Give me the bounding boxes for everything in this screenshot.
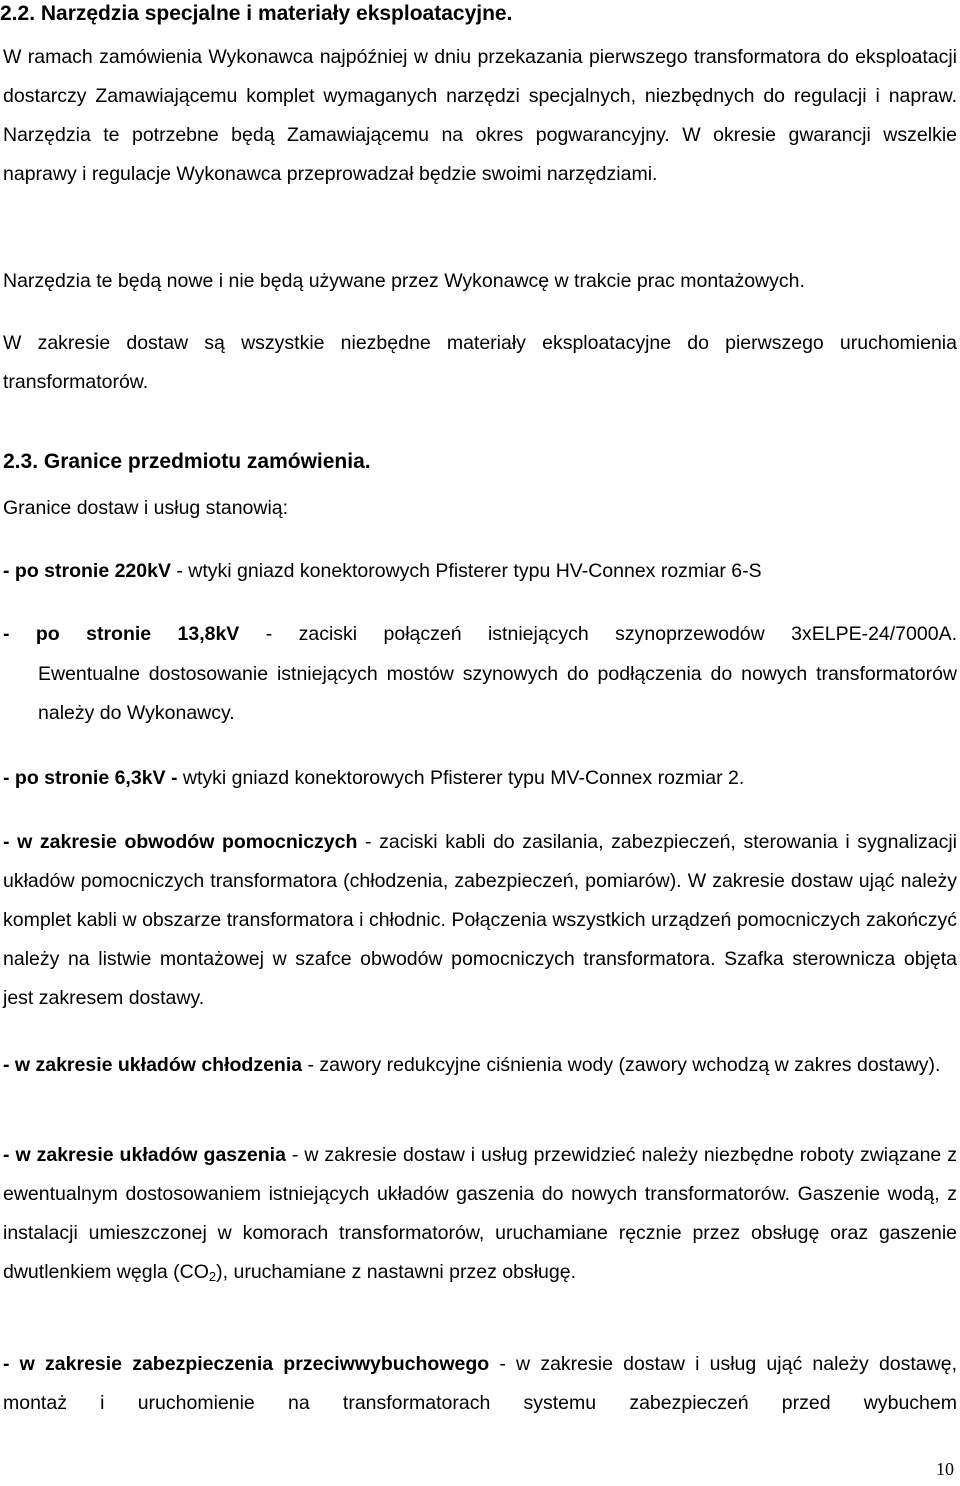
list-item-label: - po stronie 220kV <box>3 560 171 582</box>
list-item-text: - zawory redukcyjne ciśnienia wody (zawory wchodzą w zakres dostawy). <box>302 1054 941 1076</box>
list-item-text: - w zakresie dostaw i usług przewidzieć należy niezbędne roboty związane z ewentualnym dostosowaniem istniejących układów gaszenia do nowych transformatorów. Gaszenie wodą, z instalacji umieszczonej w komorach transformatorów, uruchamiane ręcznie przez obsługę oraz gaszenie dwutlenkiem węgla (CO <box>3 1144 957 1283</box>
page-number: 10 <box>936 1459 954 1479</box>
list-item-label: - w zakresie układów gaszenia <box>3 1144 286 1166</box>
list-item-cooling <box>3 1046 957 1085</box>
list-item-220kv <box>3 552 957 591</box>
list-item-text: - wtyki gniazd konektorowych Pfisterer typu HV-Connex rozmiar 6-S <box>170 560 762 582</box>
list-item-text: - w zakresie dostaw i usług ująć należy dostawę, montaż i uruchomienie na transformatorach systemu zabezpieczeń przed wybuchem <box>3 1353 957 1414</box>
list-item-explosion-protection <box>3 1345 957 1423</box>
paragraph-consumables: W zakresie dostaw są wszystkie niezbędne materiały eksploatacyjne do pierwszego uruchomienia transformatorów. <box>3 332 957 393</box>
subscript: 2 <box>208 1269 217 1284</box>
list-item-label: - po stronie 6,3kV - <box>3 767 178 789</box>
list-item-text-end: ), uruchamiane z nastawni przez obsługę. <box>216 1261 577 1283</box>
list-item-text: - zaciski kabli do zasilania, zabezpieczeń, sterowania i sygnalizacji układów pomocniczych transformatora (chłodzenia, zabezpieczeń, pomiarów). W zakresie dostaw ująć należy komplet kabli w obszarze transformatora i chłodnic. Połączenia wszystkich urządzeń pomocniczych zakończyć należy na listwie montażowej w szafce obwodów pomocniczych transformatora. Szafka sterownicza objęta jest zakresem dostawy. <box>3 831 958 1009</box>
list-item-text: - zaciski połączeń istniejących szynoprzewodów 3xELPE-24/7000A. <box>239 623 957 645</box>
list-item-fire-extinguishing <box>3 1136 957 1292</box>
section-heading-2-2: 2.2. Narzędzia specjalne i materiały eksploatacyjne. <box>0 2 513 25</box>
list-item-label: - po stronie 13,8kV <box>3 623 240 645</box>
paragraph-special-tools: W ramach zamówienia Wykonawca najpóźniej w dniu przekazania pierwszego transformatora do eksploatacji dostarczy Zamawiającemu komplet wymaganych narzędzi specjalnych, niezbędnych do regulacji i napraw. Narzędzia te potrzebne będą Zamawiającemu na okres pogwarancyjny. W okresie gwarancji wszelkie naprawy i regulacje Wykonawca przeprowadzał będzie swoimi narzędziami. <box>3 46 957 185</box>
list-item-label: - w zakresie układów chłodzenia <box>3 1054 303 1076</box>
paragraph-tools-new: Narzędzia te będą nowe i nie będą używane przez Wykonawcę w trakcie prac montażowych. <box>3 270 805 292</box>
list-item-13-8kv <box>3 615 957 654</box>
list-item-label: - w zakresie zabezpieczenia przeciwwybuchowego <box>3 1353 490 1375</box>
list-item-text: wtyki gniazd konektorowych Pfisterer typu MV-Connex rozmiar 2. <box>177 767 745 789</box>
paragraph-boundaries-intro: Granice dostaw i usług stanowią: <box>3 497 289 519</box>
list-item-auxiliary-circuits <box>3 823 957 1018</box>
list-item-label: - w zakresie obwodów pomocniczych <box>3 831 358 853</box>
list-item-13-8kv-continuation: Ewentualne dostosowanie istniejących mostów szynowych do podłączenia do nowych transformatorów należy do Wykonawcy. <box>38 663 957 724</box>
section-heading-2-3: 2.3. Granice przedmiotu zamówienia. <box>3 450 371 473</box>
list-item-6-3kv <box>3 759 957 798</box>
